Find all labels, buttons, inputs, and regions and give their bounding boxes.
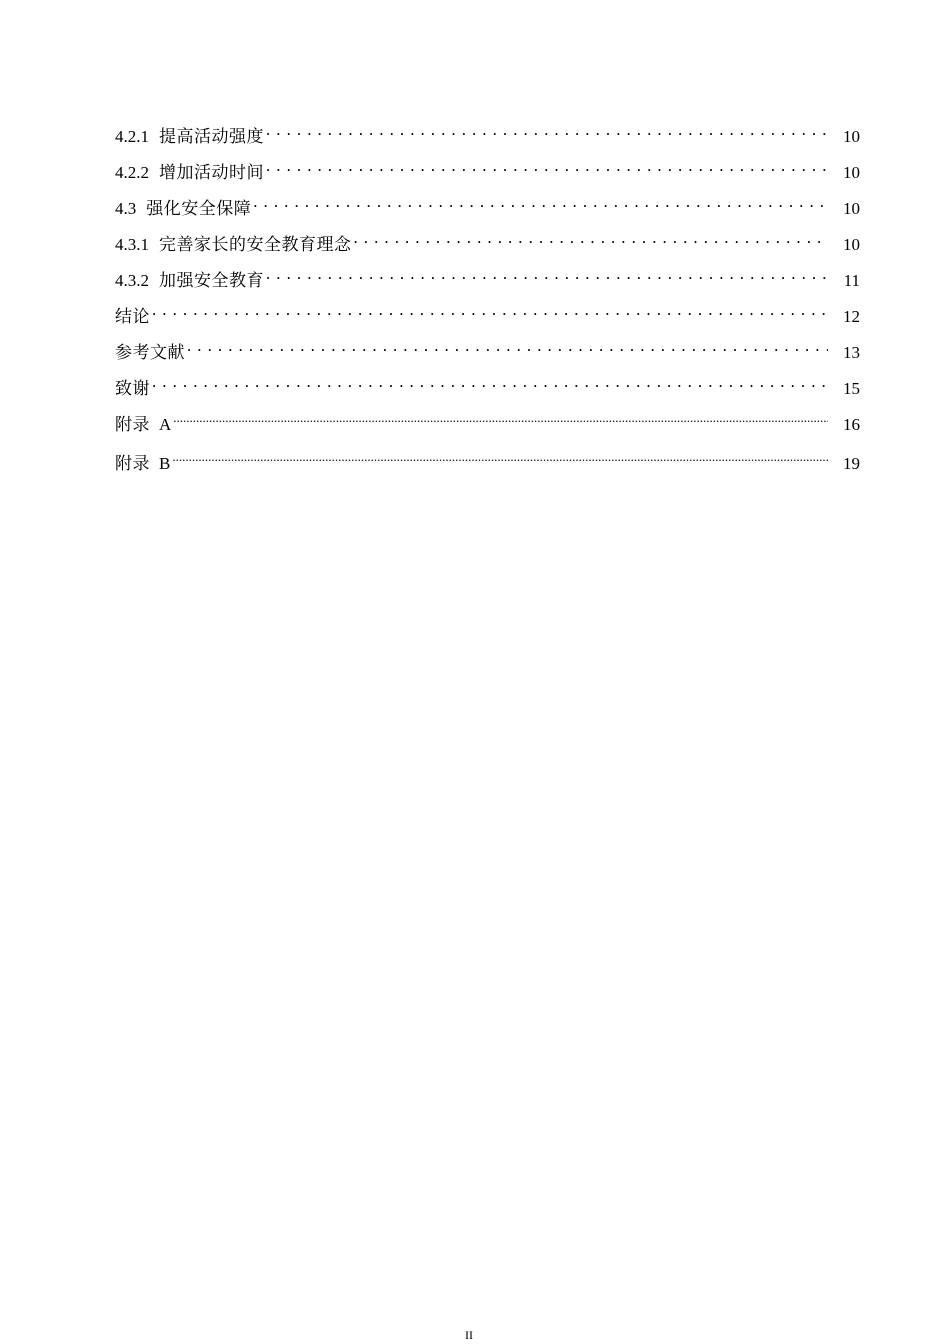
toc-entry-page: 10 (843, 199, 860, 218)
toc-entry-title: 附录 (115, 415, 150, 434)
toc-dot-leader (152, 370, 828, 394)
toc-entry[interactable] (115, 262, 860, 298)
toc-entry-title: 强化安全保障 (146, 199, 252, 218)
toc-dot-leader (354, 226, 829, 250)
toc-dot-leader (266, 118, 828, 142)
toc-entry-title: 完善家长的安全教育理念 (159, 235, 352, 254)
toc-entry[interactable] (115, 334, 860, 370)
toc-entry-number: 4.2.2 (115, 163, 149, 182)
toc-dot-leader (152, 298, 828, 322)
toc-entry[interactable] (115, 445, 860, 484)
toc-entry-title: 附录 (115, 454, 150, 473)
toc-entry-number: 4.3 (115, 199, 137, 218)
toc-appendix-letter: B (159, 454, 171, 473)
toc-entry[interactable] (115, 406, 860, 445)
toc-entry-page: 13 (843, 343, 860, 362)
toc-entry-page: 15 (843, 379, 860, 398)
toc-entry-page: 10 (843, 235, 860, 254)
toc-entry-page: 16 (843, 415, 860, 434)
toc-entry-page: 10 (843, 127, 860, 146)
toc-entry-number: 4.3.1 (115, 235, 149, 254)
toc-entry-title: 加强安全教育 (159, 271, 264, 290)
toc-entry-number: 4.2.1 (115, 127, 149, 146)
page-footer-number: II (465, 1328, 473, 1342)
toc-entry[interactable] (115, 118, 860, 154)
toc-entry-title: 增加活动时间 (159, 163, 264, 182)
toc-entry-page: 10 (843, 163, 860, 182)
toc-dot-leader (266, 262, 828, 286)
toc-entry[interactable] (115, 370, 860, 406)
toc-entry-page: 19 (843, 454, 860, 473)
toc-entry-number: 4.3.2 (115, 271, 149, 290)
toc-entry[interactable] (115, 190, 860, 226)
table-of-contents (115, 118, 860, 484)
toc-entry-page: 12 (843, 307, 860, 326)
toc-entry-title: 提高活动强度 (159, 127, 264, 146)
toc-entry-page: 11 (843, 271, 860, 290)
toc-entry[interactable] (115, 226, 860, 262)
toc-entry-title: 结论 (115, 307, 150, 326)
toc-dot-leader (172, 445, 828, 469)
toc-entry[interactable] (115, 154, 860, 190)
toc-appendix-letter: A (159, 415, 172, 434)
toc-dot-leader (253, 190, 828, 214)
toc-entry-title: 致谢 (115, 379, 150, 398)
toc-entry[interactable] (115, 298, 860, 334)
toc-dot-leader (187, 334, 828, 358)
toc-dot-leader (173, 406, 828, 430)
toc-entry-title: 参考文献 (115, 343, 185, 362)
toc-dot-leader (266, 154, 828, 178)
